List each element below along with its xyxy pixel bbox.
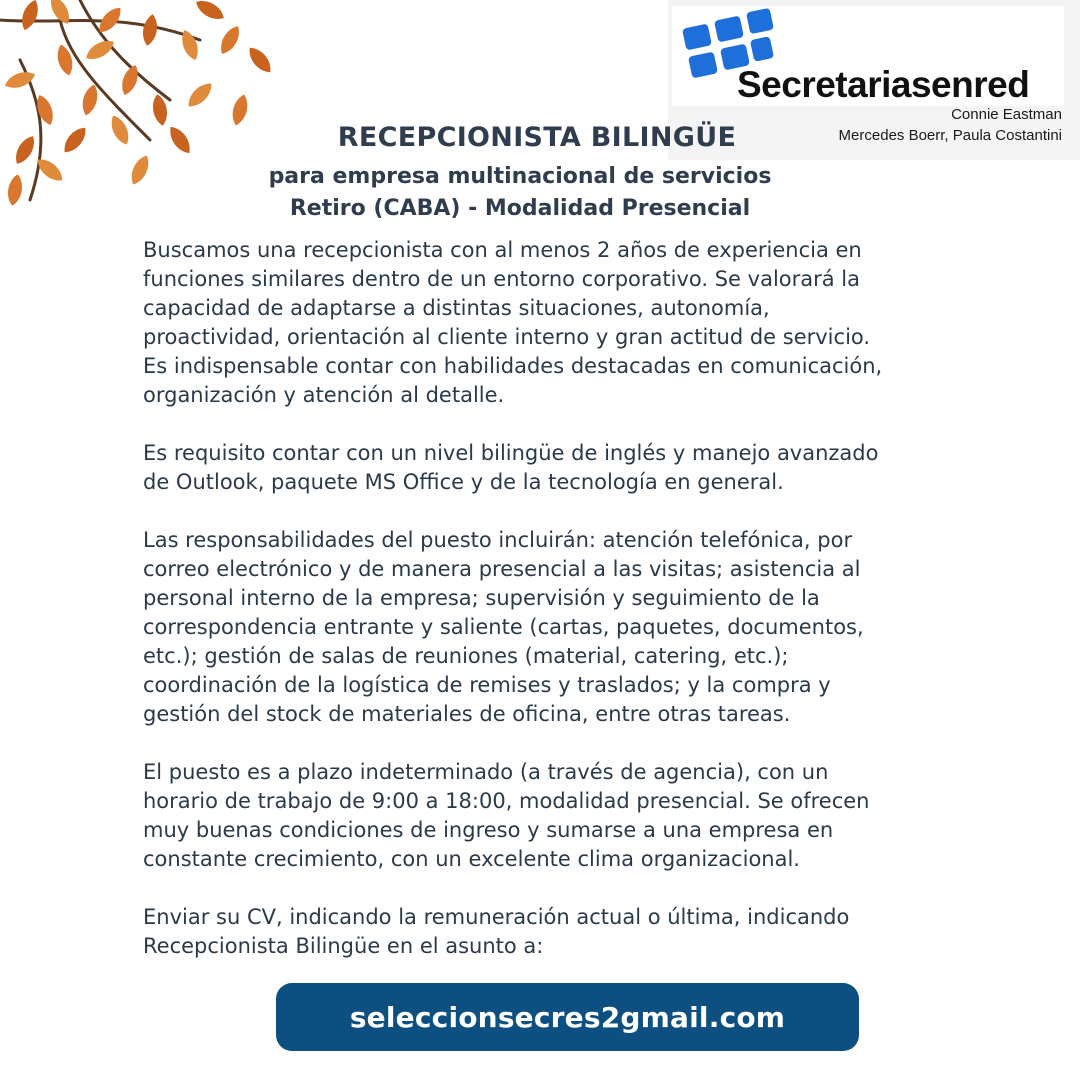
leaf-icon xyxy=(245,43,276,76)
leaf-icon xyxy=(216,23,244,57)
leaf-icon xyxy=(83,36,117,64)
logo-founder: Connie Eastman xyxy=(951,106,1062,123)
email-contact-button[interactable] xyxy=(276,983,859,1051)
paragraph-how-to-apply: Enviar su CV, indicando la remuneración actual o última, indicando Recepcionista Bilingüe en el asunto a: xyxy=(143,905,850,958)
leaf-icon xyxy=(79,83,100,117)
job-description xyxy=(143,236,1043,990)
paragraph-conditions: El puesto es a plazo indeterminado (a través de agencia), con un horario de trabajo de 9:00 a 18:00, modalidad presencial. Se ofrecen muy buenas condiciones de ingreso y sumarse a una empresa en constante crecimiento, con un excelente clima organizacional. xyxy=(143,760,870,871)
leaf-icon xyxy=(18,0,42,32)
subtitle-location: Retiro (CABA) - Modalidad Presencial xyxy=(289,196,751,221)
leaf-icon xyxy=(141,13,160,47)
subtitle-company: para empresa multinacional de servicios xyxy=(268,164,772,189)
paragraph-requirements: Es requisito contar con un nivel bilingüe de inglés y manejo avanzado de Outlook, paquete MS Office y de la tecnología en general. xyxy=(143,441,879,494)
leaf-icon xyxy=(193,0,227,24)
page-title xyxy=(0,122,1080,153)
paragraph-profile: Buscamos una recepcionista con al menos 2 años de experiencia en funciones similares dentro de un entorno corporativo. Se valorará la capacidad de adaptarse a distintas situaciones, autonomía, proactividad, orientación al cliente interno y gran actitud de servicio. Es indispensable contar con habilidades destacadas en comunicación, organización y atención al detalle. xyxy=(143,238,883,407)
logo-name: Secretariasenred xyxy=(737,64,1030,105)
leaf-icon xyxy=(184,79,216,111)
logo-partners: Mercedes Boerr, Paula Costantini xyxy=(838,127,1062,144)
page-title-text: RECEPCIONISTA BILINGÜE xyxy=(337,122,737,153)
paragraph-responsibilities: Las responsabilidades del puesto incluirán: atención telefónica, por correo electrónico y de manera presencial a las visitas; asistencia al personal interno de la empresa; supervisión y seguimiento de la correspondencia entrante y saliente (cartas, paquetes, documentos, etc.); gestión de salas de reuniones (material, catering, etc.); coordinación de la logística de remises y traslados; y la compra y gestión del stock de materiales de oficina, entre otras tareas. xyxy=(143,528,864,726)
email-address[interactable]: seleccionsecres2gmail.com xyxy=(349,1000,786,1034)
